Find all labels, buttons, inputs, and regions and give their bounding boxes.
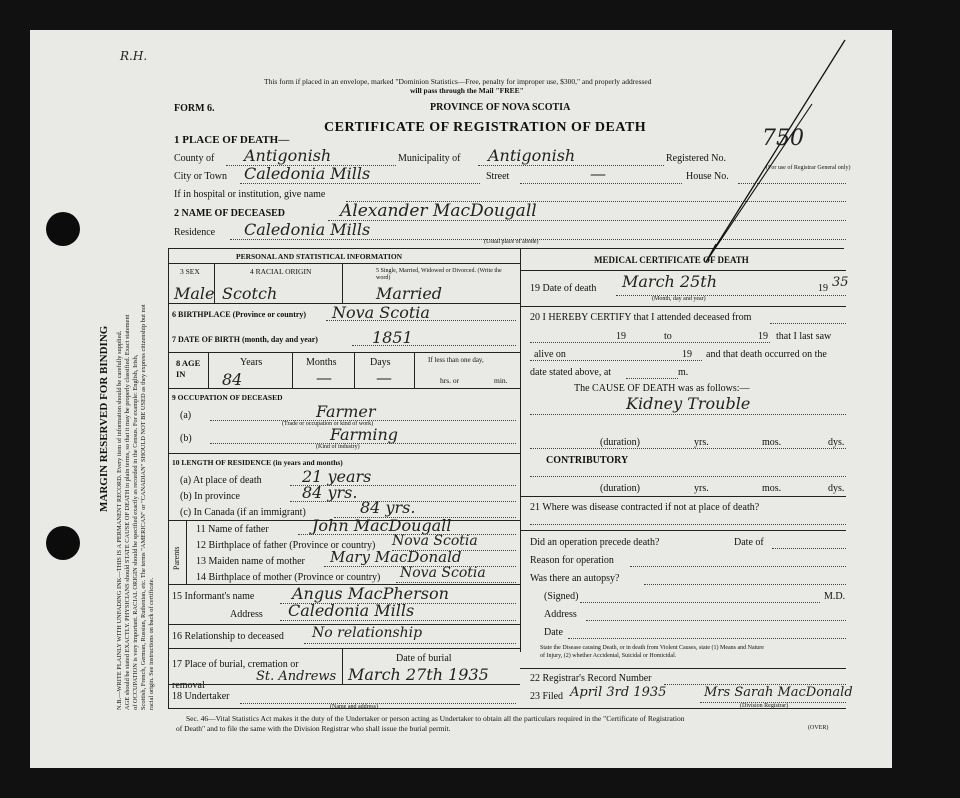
last-saw-label: that I last saw (776, 331, 832, 342)
residence-b-value: 84 yrs. (302, 483, 358, 502)
burial-label: 17 Place of burial, cremation or removal (172, 659, 299, 691)
residence-c-value: 84 yrs. (360, 498, 416, 517)
year-19-a: 19 (616, 331, 626, 342)
reason-label: Reason for operation (530, 555, 614, 566)
birthplace-value: Nova Scotia (332, 303, 430, 322)
municipality-value: Antigonish (488, 146, 576, 165)
place-of-death-heading: 1 PLACE OF DEATH— (174, 134, 290, 146)
margin-instructions-4: Scottish, French, German, Russian, Ruthenian, etc. The terms "AMERICAN" or "CANADIAN" SHOULD NOT BE USED as they express citizenship but not (140, 304, 147, 710)
division-registrar-note: (Division Registrar) (740, 703, 789, 709)
hospital-label: If in hospital or institution, give name (174, 189, 326, 200)
margin-instructions-2: AGE should be stated EXACTLY. PHYSICIANS should STATE CAUSE OF DEATH in plain terms, so that it may be properly classified. Exact statement (124, 314, 131, 710)
city-value: Caledonia Mills (244, 164, 371, 183)
race-value: Scotch (222, 284, 278, 303)
mother-birthplace-value: Nova Scotia (400, 565, 486, 581)
m-label: m. (678, 367, 689, 378)
year-of-death-value: 35 (832, 275, 849, 290)
medical-date-label: Date (544, 627, 563, 638)
margin-instructions-1: N.B.—WRITE PLAINLY WITH UNFADING INK—THIS IS A PERMANENT RECORD. Every item of information should be carefully supplied. (116, 330, 123, 710)
certify-label: 20 I HEREBY CERTIFY that I attended deceased from (530, 312, 752, 323)
years-label: Years (240, 357, 263, 368)
father-birthplace-value: Nova Scotia (392, 533, 478, 549)
province-name: PROVINCE OF NOVA SCOTIA (430, 102, 571, 113)
father-value: John MacDougall (312, 516, 452, 535)
days-label: Days (370, 357, 391, 368)
duration-yrs-1: yrs. (694, 437, 709, 448)
page-title: CERTIFICATE OF REGISTRATION OF DEATH (324, 120, 647, 135)
date-stated-label: date stated above, at (530, 367, 612, 378)
duration-label-2: (duration) (600, 483, 640, 494)
filed-label: 23 Filed (530, 691, 564, 702)
date-of-death-label: 19 Date of death (530, 283, 597, 294)
county-value: Antigonish (244, 146, 332, 165)
under-day-label: If less than one day, (428, 356, 484, 364)
residence-value: Caledonia Mills (244, 220, 371, 239)
residence-a-value: 21 years (302, 467, 372, 486)
to-label: to (664, 331, 672, 342)
cause-label: The CAUSE OF DEATH was as follows:— (574, 383, 750, 394)
violent-note-2: of Injury, (2) whether Accidental, Suicidal or Homicidal. (540, 653, 677, 659)
burial-place-value: St. Andrews (256, 669, 337, 684)
medical-address-label: Address (544, 609, 577, 620)
hrs-label: hrs. or (440, 376, 460, 385)
operation-label: Did an operation precede death? (530, 537, 660, 548)
mail-notice-free: will pass through the Mail "FREE" (410, 86, 524, 95)
house-no-label: House No. (686, 171, 729, 182)
street-label: Street (486, 171, 510, 182)
year-prefix: 19 (818, 283, 828, 294)
mail-notice: This form if placed in an envelope, marked "Dominion Statistics—Free, penalty for improper use, $300," and properly addressed (264, 77, 652, 86)
duration-mos-1: mos. (762, 437, 782, 448)
registered-no-value: 750 (762, 126, 804, 151)
filed-date-value: April 3rd 1935 (570, 685, 667, 700)
marital-label: 5 Single, Married, Widowed or Divorced. (Write the word) (376, 268, 502, 282)
years-value: 84 (222, 370, 243, 389)
city-label: City or Town (174, 171, 228, 182)
occupation-b-value: Farming (330, 425, 399, 444)
street-value: — (590, 164, 606, 183)
mother-label: 13 Maiden name of mother (196, 556, 305, 567)
corner-mark: R.H. (120, 49, 148, 63)
year-19-c: 19 (682, 349, 692, 360)
operation-date-label: Date of (734, 537, 764, 548)
birthplace-label: 6 BIRTHPLACE (Province or country) (172, 310, 307, 319)
informant-value: Angus MacPherson (292, 584, 449, 603)
residence-note: (Usual place of abode) (484, 239, 539, 245)
occupation-a-value: Farmer (316, 402, 376, 421)
mother-value: Mary MacDonald (330, 548, 462, 566)
age-label: 8 AGE IN (176, 358, 201, 380)
informant-label: 15 Informant's name (172, 591, 255, 602)
father-birthplace-label: 12 Birthplace of father (Province or country) (196, 540, 376, 551)
residence-b-label: (b) In province (180, 491, 240, 502)
signed-label: (Signed) (544, 591, 579, 602)
death-occurred-label: and that death occurred on the (706, 349, 827, 360)
name-of-deceased-label: 2 NAME OF DECEASED (174, 208, 286, 219)
dob-value: 1851 (372, 328, 413, 347)
informant-address-value: Caledonia Mills (288, 601, 415, 620)
occupation-b-note: (Kind of industry) (316, 444, 360, 450)
county-label: County of (174, 153, 215, 164)
deceased-name: Alexander MacDougall (340, 201, 537, 221)
relationship-value: No relationship (312, 625, 423, 641)
occupation-heading: 9 OCCUPATION OF DECEASED (172, 393, 283, 402)
personal-info-heading: PERSONAL AND STATISTICAL INFORMATION (236, 252, 403, 261)
months-label: Months (306, 357, 337, 368)
min-label: min. (494, 376, 508, 385)
duration-yrs-2: yrs. (694, 483, 709, 494)
registrar-number-label: 22 Registrar's Record Number (530, 673, 652, 684)
medical-heading: MEDICAL CERTIFICATE OF DEATH (594, 255, 749, 265)
registered-no-label: Registered No. (666, 153, 726, 164)
undertaker-label: 18 Undertaker (172, 691, 230, 702)
date-of-death-value: March 25th (622, 272, 718, 291)
informant-address-label: Address (230, 609, 263, 620)
footer-text-2: of Death" and to file the same with the Division Registrar who shall issue the burial permit. (176, 724, 451, 733)
contracted-label: 21 Where was disease contracted if not at place of death? (530, 502, 760, 513)
municipality-label: Municipality of (398, 153, 461, 164)
parents-label: Parents (172, 546, 181, 570)
registrar-name: Mrs Sarah MacDonald (704, 685, 853, 700)
dob-label: 7 DATE OF BIRTH (month, day and year) (172, 335, 318, 344)
duration-dys-2: dys. (828, 483, 845, 494)
footer-over: (OVER) (808, 725, 829, 731)
footer-text-1: Sec. 46—Vital Statistics Act makes it the duty of the Undertaker or person acting as Undertaker to obtain all the particulars required in the "Certificate of Registration (186, 714, 685, 723)
burial-date-value: March 27th 1935 (348, 665, 489, 684)
days-value: — (376, 368, 392, 387)
registrar-general-note: (For use of Registrar General only) (766, 165, 851, 171)
margin-instructions-3: of OCCUPATION is very important. RACIAL ORIGIN should be specified exactly as recorded in the Census. For example: English, Irish, (132, 354, 139, 710)
marital-value: Married (376, 284, 443, 303)
duration-mos-2: mos. (762, 483, 782, 494)
father-label: 11 Name of father (196, 524, 269, 535)
months-value: — (316, 368, 332, 387)
contributory-label: CONTRIBUTORY (546, 455, 629, 466)
violent-note-1: State the Disease causing Death, or in death from Violent Causes, state (1) Means and Nature (540, 645, 764, 651)
occupation-a-marker: (a) (180, 410, 192, 421)
undertaker-note: (Name and address) (330, 704, 378, 710)
sex-value: Male (174, 284, 215, 303)
duration-dys-1: dys. (828, 437, 845, 448)
margin-title: MARGIN RESERVED FOR BINDING (98, 325, 110, 512)
autopsy-label: Was there an autopsy? (530, 573, 620, 584)
residence-a-label: (a) At place of death (180, 475, 262, 486)
mother-birthplace-label: 14 Birthplace of mother (Province or country) (196, 572, 381, 583)
date-of-death-note: (Month, day and year) (652, 296, 706, 302)
residence-label: Residence (174, 227, 216, 238)
residence-c-label: (c) In Canada (if an immigrant) (180, 507, 306, 518)
relationship-label: 16 Relationship to deceased (172, 631, 284, 642)
burial-date-label: Date of burial (396, 653, 452, 664)
margin-instructions-5: racial origin. See instructions on back of certificate. (148, 577, 155, 710)
md-label: M.D. (824, 591, 846, 602)
sex-label: 3 SEX (180, 267, 200, 276)
year-19-b: 19 (758, 331, 768, 342)
race-label: 4 RACIAL ORIGIN (250, 267, 312, 276)
duration-label-1: (duration) (600, 437, 640, 448)
cause-value: Kidney Trouble (626, 394, 751, 413)
occupation-b-marker: (b) (180, 433, 192, 444)
form-number: FORM 6. (174, 103, 215, 114)
alive-label: alive on (534, 349, 566, 360)
occupation-a-note: (Trade or occupation or kind of work) (282, 421, 374, 427)
residence-length-heading: 10 LENGTH OF RESIDENCE (in years and months) (172, 458, 343, 467)
